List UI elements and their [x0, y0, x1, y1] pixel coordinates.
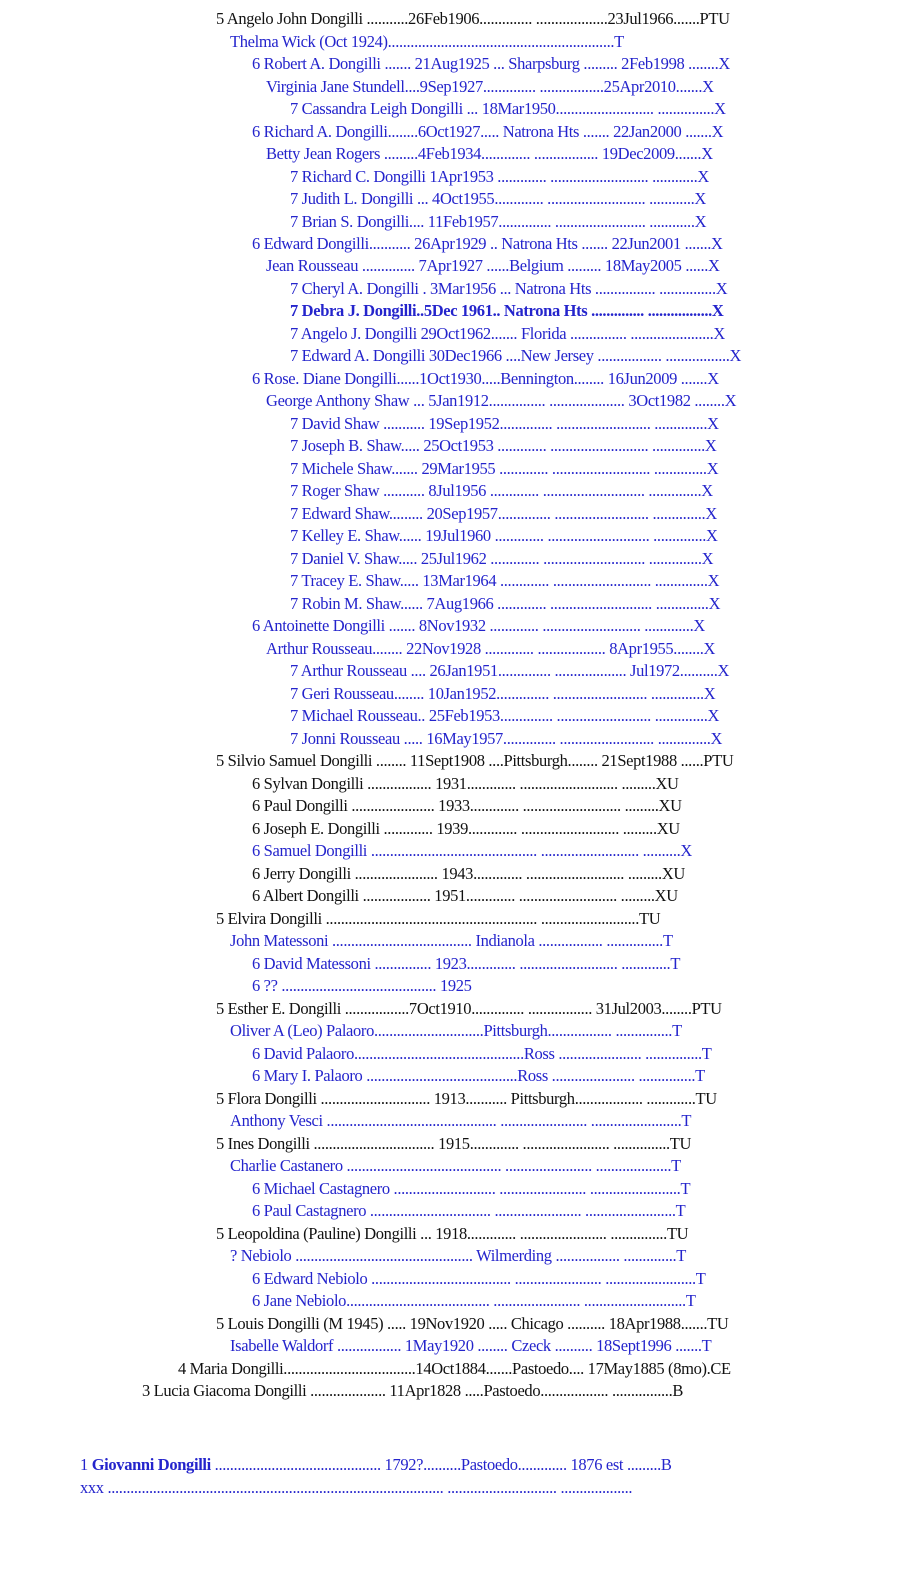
entry-row [0, 704, 904, 727]
entry-row [0, 1177, 904, 1200]
entry-text: 5 Elvira Dongilli ........................................................ ..........................TU [216, 909, 661, 928]
entry-row [0, 1042, 904, 1065]
entry-row [0, 1154, 904, 1177]
entry-row [0, 749, 904, 772]
entry-text: 7 Geri Rousseau........ 10Jan1952.............. ......................... ..............X [290, 684, 716, 703]
entry-text: 6 Jane Nebiolo...................................... ....................... ...........................T [252, 1291, 696, 1310]
entry-text: Arthur Rousseau........ 22Nov1928 ............. .................. 8Apr1955........X [266, 639, 716, 658]
entry-row [0, 1244, 904, 1267]
entry-row [0, 974, 904, 997]
entry-text: 6 ?? ......................................... 1925 [252, 976, 472, 995]
entry-row [0, 1430, 904, 1453]
entry-text: Anthony Vesci ............................................. ....................... ........................T [230, 1111, 692, 1130]
entry-text: 6 David Matessoni ............... 1923............. .......................... .............T [252, 954, 681, 973]
entry-row [0, 524, 904, 547]
entry-row [0, 210, 904, 233]
entry-text: 6 Samuel Dongilli ............................................ .......................... ..........X [252, 841, 692, 860]
entry-text: 7 Arthur Rousseau .... 26Jan1951.............. ................... Jul1972..........X [290, 661, 730, 680]
entry-text: 6 Edward Dongilli........... 26Apr1929 .. Natrona Hts ....... 22Jun2001 .......X [252, 234, 723, 253]
entry-row [0, 614, 904, 637]
entry-row [0, 1087, 904, 1110]
entry-text: 7 Daniel V. Shaw..... 25Jul1962 ............. ........................... ..............X [290, 549, 714, 568]
entry-row [0, 277, 904, 300]
entry-row [0, 142, 904, 165]
entry-row [0, 997, 904, 1020]
entry-row [0, 659, 904, 682]
entry-text: 7 Michael Rousseau.. 25Feb1953.............. ......................... ..............X [290, 706, 720, 725]
entry-text: 5 Silvio Samuel Dongilli ........ 11Sept1908 ....Pittsburgh........ 21Sept1988 ......PTU [216, 751, 734, 770]
entry-row [0, 367, 904, 390]
entry-row [0, 30, 904, 53]
entry-row [0, 1476, 904, 1499]
entry-text: Oliver A (Leo) Palaoro.............................Pittsburgh................. ...............T [230, 1021, 682, 1040]
entry-text: 7 Tracey E. Shaw..... 13Mar1964 ............. .......................... ..............X [290, 571, 720, 590]
entry-row [0, 1357, 904, 1380]
entry-text: 6 Antoinette Dongilli ....... 8Nov1932 ............. .......................... .............X [252, 616, 705, 635]
entry-text: 6 Jerry Dongilli ...................... 1943............. .......................... .........XU [252, 864, 685, 883]
entry-row [0, 52, 904, 75]
entry-row [0, 75, 904, 98]
entry-row [0, 344, 904, 367]
entry-text: 7 David Shaw ........... 19Sep1952.............. ......................... ..............X [290, 414, 719, 433]
entry-text: 5 Ines Dongilli ................................ 1915............. ....................... ...............TU [216, 1134, 692, 1153]
entry-text: 7 Jonni Rousseau ..... 16May1957.............. ......................... ..............X [290, 729, 723, 748]
entry-row [0, 682, 904, 705]
entry-text: ? Nebiolo ............................................... Wilmerding ................. ..............T [230, 1246, 687, 1265]
entry-text: Virginia Jane Stundell....9Sep1927.............. .................25Apr2010.......X [266, 77, 714, 96]
entry-row [0, 1379, 904, 1402]
entry-row [0, 727, 904, 750]
entry-text: 5 Esther E. Dongilli .................7Oct1910.............. ................. 31Jul2003........PTU [216, 999, 722, 1018]
entry-text: 6 Sylvan Dongilli ................. 1931............. .......................... .........XU [252, 774, 679, 793]
entry-text: 6 Joseph E. Dongilli ............. 1939............. .......................... .........XU [252, 819, 680, 838]
entry-text: 4 Maria Dongilli...................................14Oct1884.......Pastoedo.... 17May1885 (8mo).CE [178, 1359, 731, 1378]
entry-row [0, 389, 904, 412]
entry-text: 7 Edward Shaw......... 20Sep1957.............. ......................... ..............X [290, 504, 717, 523]
entry-text: 7 Kelley E. Shaw...... 19Jul1960 ............. ........................... ..............X [290, 526, 718, 545]
entry-row [0, 1453, 904, 1476]
entry-row [0, 547, 904, 570]
entry-text: 7 Judith L. Dongilli ... 4Oct1955............. .......................... ............X [290, 189, 706, 208]
entry-text: 1 Giovanni Dongilli ............................................ 1792?..........Pastoedo............. 1876 est .........B [80, 1455, 672, 1474]
entry-row [0, 187, 904, 210]
entry-row [0, 929, 904, 952]
entry-row [0, 907, 904, 930]
entry-text: 7 Debra J. Dongilli..5Dec 1961.. Natrona Hts .............. .................X [290, 301, 724, 320]
entry-text: 5 Louis Dongilli (M 1945) ..... 19Nov1920 ..... Chicago .......... 18Apr1988.......TU [216, 1314, 729, 1333]
entry-text: 5 Leopoldina (Pauline) Dongilli ... 1918............. ....................... ...............TU [216, 1224, 689, 1243]
entry-row [0, 1019, 904, 1042]
entry-text: Isabelle Waldorf ................. 1May1920 ........ Czeck .......... 18Sept1996 .......T [230, 1336, 712, 1355]
entry-row [0, 1199, 904, 1222]
entry-row [0, 434, 904, 457]
entry-row [0, 952, 904, 975]
entry-text: 3 Lucia Giacoma Dongilli .................... 11Apr1828 .....Pastoedo.................. ................B [142, 1381, 684, 1400]
entry-row [0, 1132, 904, 1155]
entry-text: 7 Richard C. Dongilli 1Apr1953 ............. .......................... ............X [290, 167, 709, 186]
entry-row [0, 1334, 904, 1357]
entry-text: 7 Angelo J. Dongilli 29Oct1962....... Florida ............... ......................X [290, 324, 725, 343]
entry-row [0, 1064, 904, 1087]
entry-text: 6 Michael Castagnero ........................... ....................... ........................T [252, 1179, 691, 1198]
entry-text: 7 Edward A. Dongilli 30Dec1966 ....New Jersey ................. .................X [290, 346, 742, 365]
entry-row [0, 412, 904, 435]
entry-row [0, 502, 904, 525]
entry-row [0, 479, 904, 502]
entry-text: 7 Brian S. Dongilli.... 11Feb1957.............. ........................ ............X [290, 212, 707, 231]
entry-text: 7 Michele Shaw....... 29Mar1955 ............. .......................... ..............X [290, 459, 719, 478]
entry-row [0, 1289, 904, 1312]
entry-text: 7 Roger Shaw ........... 8Jul1956 ............. ........................... ..............X [290, 481, 713, 500]
entry-row [0, 232, 904, 255]
entry-text: xxx ......................................................................................... ............................. ................... [80, 1478, 633, 1497]
entry-text: 6 Richard A. Dongilli........6Oct1927..... Natrona Hts ....... 22Jan2000 .......X [252, 122, 724, 141]
entry-text: 5 Angelo John Dongilli ...........26Feb1906.............. ...................23Jul1966.......PTU [216, 9, 730, 28]
entry-text: 6 Mary I. Palaoro ........................................Ross ...................... ...............T [252, 1066, 705, 1085]
entry-text: 6 Rose. Diane Dongilli......1Oct1930.....Bennington........ 16Jun2009 .......X [252, 369, 719, 388]
entry-text: 7 Cheryl A. Dongilli . 3Mar1956 ... Natrona Hts ................ ...............X [290, 279, 728, 298]
entry-text: 5 Flora Dongilli ............................. 1913........... Pittsburgh.................. .............TU [216, 1089, 717, 1108]
entry-row [0, 322, 904, 345]
entry-text: 7 Joseph B. Shaw..... 25Oct1953 ............. .......................... ..............X [290, 436, 717, 455]
entry-text: 6 Paul Castagnero ................................ ....................... ........................T [252, 1201, 686, 1220]
entry-row [0, 165, 904, 188]
entry-text: 6 Edward Nebiolo ..................................... ....................... ........................T [252, 1269, 706, 1288]
entry-text: George Anthony Shaw ... 5Jan1912............... .................... 3Oct1982 ........X [266, 391, 737, 410]
entry-text: 6 David Palaoro.............................................Ross ...................... ...............T [252, 1044, 712, 1063]
entry-text: Jean Rousseau .............. 7Apr1927 ......Belgium ......... 18May2005 ......X [266, 256, 720, 275]
entry-row [0, 592, 904, 615]
entry-row [0, 254, 904, 277]
entry-text: 6 Albert Dongilli .................. 1951............. .......................... .........XU [252, 886, 678, 905]
entry-text: Thelma Wick (Oct 1924)............................................................T [230, 32, 624, 51]
entry-row [0, 862, 904, 885]
entry-text: 7 Cassandra Leigh Dongilli ... 18Mar1950.......................... ...............X [290, 99, 726, 118]
entry-text: 6 Paul Dongilli ...................... 1933............. .......................... .........XU [252, 796, 682, 815]
entry-row [0, 1312, 904, 1335]
entry-row [0, 457, 904, 480]
entry-row [0, 97, 904, 120]
entry-row [0, 7, 904, 30]
entry-row [0, 884, 904, 907]
entry-row [0, 839, 904, 862]
entry-text: John Matessoni ..................................... Indianola ................. ...............T [230, 931, 673, 950]
entry-row [0, 794, 904, 817]
entry-text: Charlie Castanero ......................................... ....................... ....................T [230, 1156, 681, 1175]
entry-text: 7 Robin M. Shaw...... 7Aug1966 ............. ........................... ..............X [290, 594, 721, 613]
entry-row [0, 1222, 904, 1245]
entry-text: 6 Robert A. Dongilli ....... 21Aug1925 ... Sharpsburg ......... 2Feb1998 ........X [252, 54, 730, 73]
entry-row [0, 1109, 904, 1132]
entry-row [0, 637, 904, 660]
entry-row [0, 299, 904, 322]
entry-row [0, 817, 904, 840]
entry-row [0, 1267, 904, 1290]
entry-row [0, 569, 904, 592]
entry-text: Betty Jean Rogers .........4Feb1934............. ................. 19Dec2009.......X [266, 144, 713, 163]
entry-row [0, 120, 904, 143]
entry-row [0, 772, 904, 795]
